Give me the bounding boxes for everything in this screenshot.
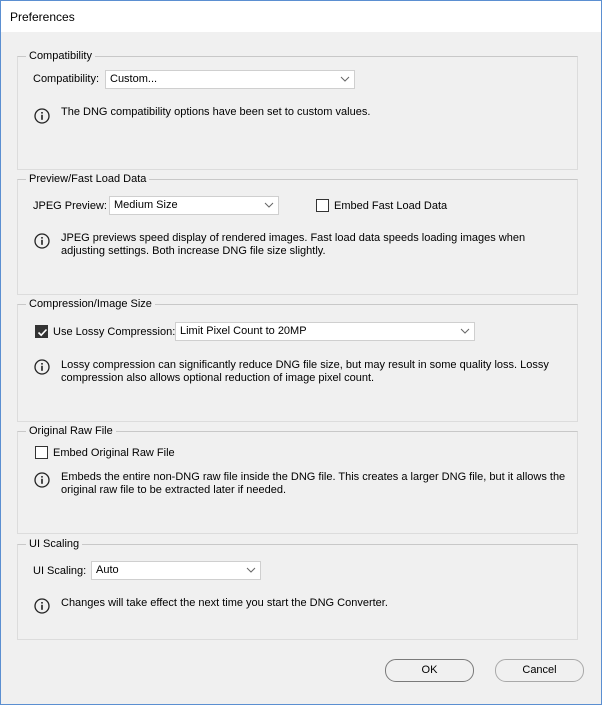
compression-info-line-2: compression also allows optional reduction of image pixel count. bbox=[61, 372, 375, 384]
ui-scaling-select[interactable] bbox=[91, 561, 261, 580]
lossy-compression-select[interactable] bbox=[175, 322, 475, 341]
ok-button[interactable]: OK bbox=[385, 659, 474, 682]
compatibility-heading: Compatibility bbox=[26, 49, 95, 63]
check-icon bbox=[36, 326, 49, 339]
ui-scaling-heading: UI Scaling bbox=[26, 537, 82, 551]
lossy-compression-checkbox[interactable] bbox=[35, 325, 48, 338]
compatibility-info-text: The DNG compatibility options have been set to custom values. bbox=[61, 106, 371, 118]
ui-scaling-label: UI Scaling: bbox=[33, 565, 87, 577]
chevron-down-icon bbox=[460, 325, 470, 337]
lossy-compression-label[interactable]: Use Lossy Compression: bbox=[53, 326, 176, 338]
embed-original-raw-label[interactable]: Embed Original Raw File bbox=[53, 447, 175, 459]
compression-info-line-1: Lossy compression can significantly reduce DNG file size, but may result in some quality loss. Lossy bbox=[61, 359, 549, 371]
compatibility-label: Compatibility: bbox=[33, 73, 100, 85]
ui-scaling-info-text: Changes will take effect the next time you start the DNG Converter. bbox=[61, 597, 388, 609]
info-icon bbox=[34, 108, 50, 124]
preview-info-line-2: adjusting settings. Both increase DNG file size slightly. bbox=[61, 245, 326, 257]
jpeg-preview-select-value: Medium Size bbox=[114, 199, 178, 211]
jpeg-preview-label: JPEG Preview: bbox=[33, 200, 107, 212]
embed-fast-load-checkbox[interactable] bbox=[316, 199, 329, 212]
ui-scaling-group bbox=[17, 538, 578, 640]
window-title: Preferences bbox=[10, 10, 75, 24]
info-icon bbox=[34, 233, 50, 249]
info-icon bbox=[34, 359, 50, 375]
preview-heading: Preview/Fast Load Data bbox=[26, 172, 149, 186]
info-icon bbox=[34, 598, 50, 614]
chevron-down-icon bbox=[246, 564, 256, 576]
original-raw-info-line-1: Embeds the entire non-DNG raw file inside the DNG file. This creates a larger DNG file, but it allows the bbox=[61, 471, 566, 483]
embed-fast-load-label[interactable]: Embed Fast Load Data bbox=[334, 200, 448, 212]
titlebar bbox=[1, 1, 601, 32]
chevron-down-icon bbox=[264, 199, 274, 211]
chevron-down-icon bbox=[340, 73, 350, 85]
preview-info-line-1: JPEG previews speed display of rendered images. Fast load data speeds loading images when bbox=[61, 232, 526, 244]
compatibility-select-value: Custom... bbox=[110, 73, 158, 85]
lossy-compression-select-value: Limit Pixel Count to 20MP bbox=[180, 325, 307, 337]
info-icon bbox=[34, 472, 50, 488]
original-raw-heading: Original Raw File bbox=[26, 424, 116, 438]
ui-scaling-select-value: Auto bbox=[96, 564, 119, 576]
original-raw-info-line-2: original raw file to be extracted later if needed. bbox=[61, 484, 287, 496]
compression-heading: Compression/Image Size bbox=[26, 297, 155, 311]
cancel-button[interactable]: Cancel bbox=[495, 659, 584, 682]
jpeg-preview-select[interactable] bbox=[109, 196, 279, 215]
embed-original-raw-checkbox[interactable] bbox=[35, 446, 48, 459]
compatibility-select[interactable] bbox=[105, 70, 355, 89]
